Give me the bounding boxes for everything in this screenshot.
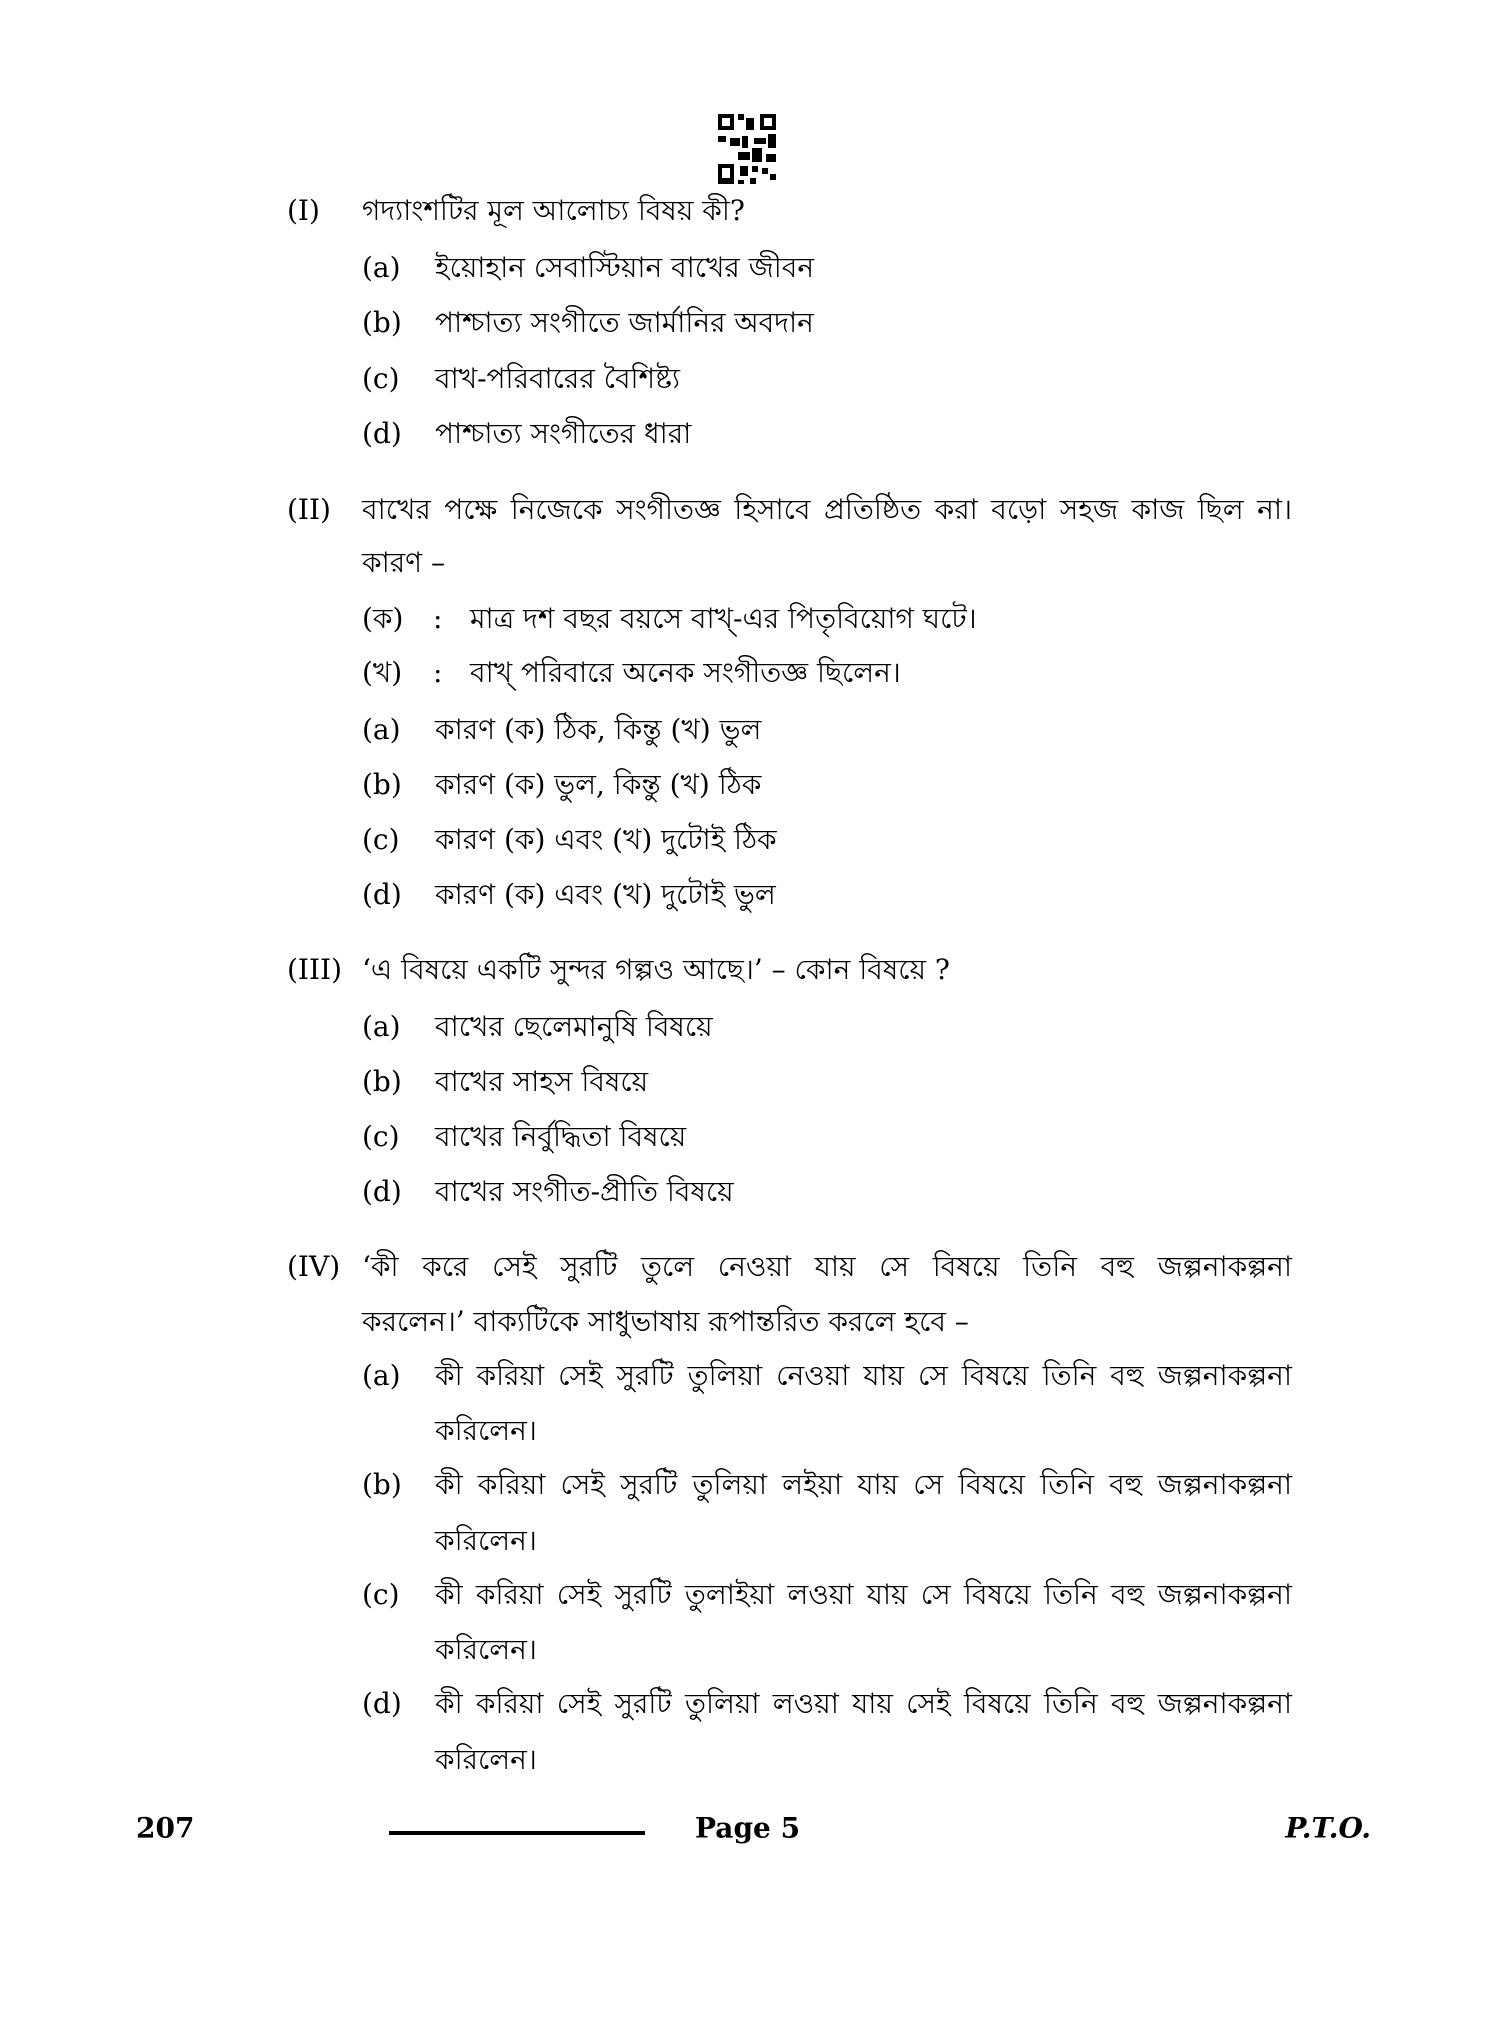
question-number: (I): [287, 194, 320, 227]
statement-text: বাখ্ পরিবারে অনেক সংগীতজ্ঞ ছিলেন।: [470, 656, 901, 689]
question-number: (IV): [287, 1250, 341, 1283]
option-label: (b): [362, 1065, 402, 1098]
option-text: কী করিয়া সেই সুরটি তুলিয়া নেওয়া যায় সে বিষয়ে তিনি বহু জল্পনাকল্পনা: [435, 1359, 1292, 1392]
option-label: (d): [362, 1687, 402, 1720]
option-text: বাখ-পরিবারের বৈশিষ্ট্য: [435, 362, 681, 395]
option-text-continued: করিলেন।: [435, 1633, 537, 1666]
statement-colon: :: [433, 656, 443, 689]
option-text: ইয়োহান সেবাস্টিয়ান বাখের জীবন: [435, 251, 815, 284]
option-label: (c): [362, 362, 400, 395]
option-text: বাখের ছেলেমানুষি বিষয়ে: [435, 1010, 713, 1043]
option-label: (d): [362, 417, 402, 450]
option-text: কী করিয়া সেই সুরটি তুলিয়া লওয়া যায় সেই বিষয়ে তিনি বহু জল্পনাকল্পনা: [435, 1687, 1292, 1720]
page-number: Page 5: [695, 1811, 801, 1845]
question-stem: ‘এ বিষয়ে একটি সুন্দর গল্পও আছে।’ – কোন বিষয়ে ?: [362, 953, 950, 986]
option-label: (a): [362, 251, 401, 284]
question-number: (III): [287, 953, 343, 986]
option-label: (c): [362, 1120, 400, 1153]
option-text: পাশ্চাত্য সংগীতের ধারা: [435, 417, 692, 450]
option-text: পাশ্চাত্য সংগীতে জার্মানির অবদান: [435, 306, 814, 339]
question-stem: ‘কী করে সেই সুরটি তুলে নেওয়া যায় সে বিষয়ে তিনি বহু জল্পনাকল্পনা: [362, 1250, 1292, 1283]
option-label: (b): [362, 1468, 402, 1501]
question-number: (II): [287, 493, 331, 526]
option-text: কী করিয়া সেই সুরটি তুলাইয়া লওয়া যায় সে বিষয়ে তিনি বহু জল্পনাকল্পনা: [435, 1578, 1292, 1611]
option-label: (d): [362, 878, 402, 911]
option-text: কারণ (ক) এবং (খ) দুটোই ভুল: [435, 878, 776, 911]
option-text: বাখের নির্বুদ্ধিতা বিষয়ে: [435, 1120, 687, 1153]
option-label: (b): [362, 768, 402, 801]
statement-label: (খ): [362, 656, 403, 689]
option-label: (a): [362, 713, 401, 746]
footer-rule: [389, 1831, 645, 1835]
statement-text: মাত্র দশ বছর বয়সে বাখ্-এর পিতৃবিয়োগ ঘটে।: [470, 602, 977, 635]
option-text: বাখের সংগীত-প্রীতি বিষয়ে: [435, 1175, 734, 1208]
paper-code: 207: [136, 1811, 195, 1845]
pto-label: P.T.O.: [1285, 1811, 1371, 1845]
option-label: (a): [362, 1010, 401, 1043]
option-text-continued: করিলেন।: [435, 1743, 537, 1776]
question-stem: বাখের পক্ষে নিজেকে সংগীতজ্ঞ হিসাবে প্রতিষ্ঠিত করা বড়ো সহজ কাজ ছিল না।: [362, 493, 1292, 526]
option-text-continued: করিলেন।: [435, 1524, 537, 1557]
option-label: (b): [362, 306, 402, 339]
question-stem: গদ্যাংশটির মূল আলোচ্য বিষয় কী?: [362, 194, 745, 227]
question-stem-continued: করলেন।’ বাক্যটিকে সাধুভাষায় রূপান্তরিত করলে হবে –: [362, 1305, 969, 1338]
option-text: কারণ (ক) এবং (খ) দুটোই ঠিক: [435, 823, 777, 856]
option-text: বাখের সাহস বিষয়ে: [435, 1065, 649, 1098]
statement-colon: :: [433, 602, 443, 635]
option-text: কারণ (ক) ঠিক, কিন্তু (খ) ভুল: [435, 713, 762, 746]
option-text: কী করিয়া সেই সুরটি তুলিয়া লইয়া যায় সে বিষয়ে তিনি বহু জল্পনাকল্পনা: [435, 1468, 1292, 1501]
option-text: কারণ (ক) ভুল, কিন্তু (খ) ঠিক: [435, 768, 762, 801]
qr-code-icon: [718, 114, 776, 184]
statement-label: (ক): [362, 602, 404, 635]
option-label: (c): [362, 823, 400, 856]
option-label: (d): [362, 1175, 402, 1208]
option-label: (a): [362, 1359, 401, 1392]
option-text-continued: করিলেন।: [435, 1414, 537, 1447]
question-stem-continued: কারণ –: [362, 546, 445, 579]
option-label: (c): [362, 1578, 400, 1611]
